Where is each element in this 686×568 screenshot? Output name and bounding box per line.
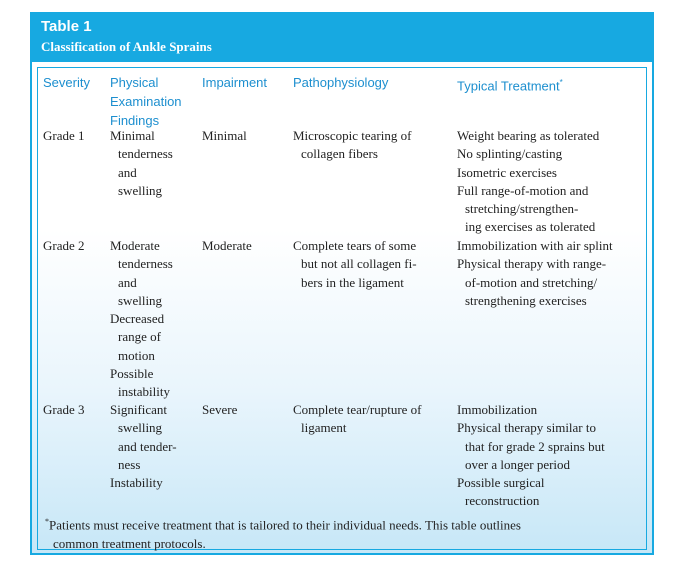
footnote-mark: * xyxy=(45,517,49,526)
treatment-line: Immobilization xyxy=(457,402,538,417)
row-grade3-pathophysiology xyxy=(293,401,422,438)
exam-line: tenderness xyxy=(118,146,173,162)
patho-line: Microscopic tearing of xyxy=(293,128,412,143)
patho-line: Complete tear/rupture of xyxy=(293,402,422,417)
patho-line: but not all collagen fi- xyxy=(301,256,417,272)
exam-line: Possible xyxy=(110,366,154,382)
table-frame xyxy=(30,12,654,555)
row-grade1-pathophysiology xyxy=(293,127,411,164)
row-grade2-pathophysiology xyxy=(293,237,417,292)
exam-line: Moderate xyxy=(110,238,160,253)
header-exam-line: Examination xyxy=(110,94,182,109)
exam-line: Significant xyxy=(110,402,168,417)
exam-line: tenderness xyxy=(118,256,173,272)
row-grade1-treatment xyxy=(457,127,599,237)
treatment-line: reconstruction xyxy=(465,493,540,509)
row-grade1-severity: Grade 1 xyxy=(43,128,85,143)
exam-line: Instability xyxy=(110,475,163,491)
treatment-line: No splinting/casting xyxy=(457,146,563,162)
header-treatment-label: Typical Treatment xyxy=(457,78,560,94)
header-impairment: Impairment xyxy=(202,75,268,90)
table-label: Table 1 xyxy=(41,18,92,35)
header-exam xyxy=(110,73,182,130)
exam-line: and tender- xyxy=(118,438,177,454)
row-grade1-exam xyxy=(110,127,173,200)
treatment-line: stretching/strengthen- xyxy=(465,201,579,217)
patho-line: collagen fibers xyxy=(301,146,378,162)
header-severity: Severity xyxy=(43,75,90,90)
treatment-line: Full range-of-motion and xyxy=(457,182,589,198)
treatment-line: over a longer period xyxy=(465,456,571,472)
row-grade2-exam xyxy=(110,237,173,402)
exam-line: Decreased xyxy=(110,311,165,327)
patho-line: Complete tears of some xyxy=(293,238,417,253)
footnote-text: Patients must receive treatment that is tailored to their individual needs. This table outlines xyxy=(49,517,521,533)
treatment-line: Physical therapy similar to xyxy=(457,420,597,436)
row-grade2-severity: Grade 2 xyxy=(43,238,85,253)
table-body xyxy=(37,67,647,550)
treatment-line: of-motion and stretching/ xyxy=(465,274,598,290)
row-grade2-impairment: Moderate xyxy=(202,238,252,253)
table-title: Classification of Ankle Sprains xyxy=(41,39,212,54)
treatment-line: Weight bearing as tolerated xyxy=(457,128,600,143)
table-footnote xyxy=(45,513,635,553)
table-title-bar xyxy=(32,14,652,62)
exam-line: range of xyxy=(118,329,161,345)
exam-line: swelling xyxy=(118,292,163,308)
row-grade1-impairment: Minimal xyxy=(202,128,247,143)
exam-line: and xyxy=(118,164,137,180)
treatment-line: that for grade 2 sprains but xyxy=(465,438,605,454)
patho-line: ligament xyxy=(301,420,347,436)
treatment-line: ing exercises as tolerated xyxy=(465,219,596,235)
treatment-line: Isometric exercises xyxy=(457,164,557,180)
header-exam-line: Physical xyxy=(110,75,159,90)
treatment-line: Immobilization with air splint xyxy=(457,238,613,253)
row-grade3-exam xyxy=(110,401,177,492)
treatment-line: Possible surgical xyxy=(457,475,545,491)
treatment-line: strengthening exercises xyxy=(465,292,587,308)
treatment-line: Physical therapy with range- xyxy=(457,256,607,272)
row-grade3-severity: Grade 3 xyxy=(43,402,85,417)
header-treatment xyxy=(457,73,563,95)
header-exam-line: Findings xyxy=(110,113,160,128)
exam-line: motion xyxy=(118,347,155,363)
exam-line: swelling xyxy=(118,420,163,436)
exam-line: Minimal xyxy=(110,128,155,143)
exam-line: and xyxy=(118,274,137,290)
row-grade3-impairment: Severe xyxy=(202,402,238,417)
row-grade2-treatment xyxy=(457,237,613,310)
exam-line: ness xyxy=(118,456,141,472)
exam-line: swelling xyxy=(118,182,163,198)
header-pathophysiology: Pathophysiology xyxy=(293,75,389,90)
row-grade3-treatment xyxy=(457,401,605,511)
footnote-line: common treatment protocols. xyxy=(53,535,206,551)
footnote-line xyxy=(45,513,635,535)
patho-line: bers in the ligament xyxy=(301,274,404,290)
header-treatment-footnote-mark: * xyxy=(559,78,563,87)
exam-line: instability xyxy=(118,384,170,400)
